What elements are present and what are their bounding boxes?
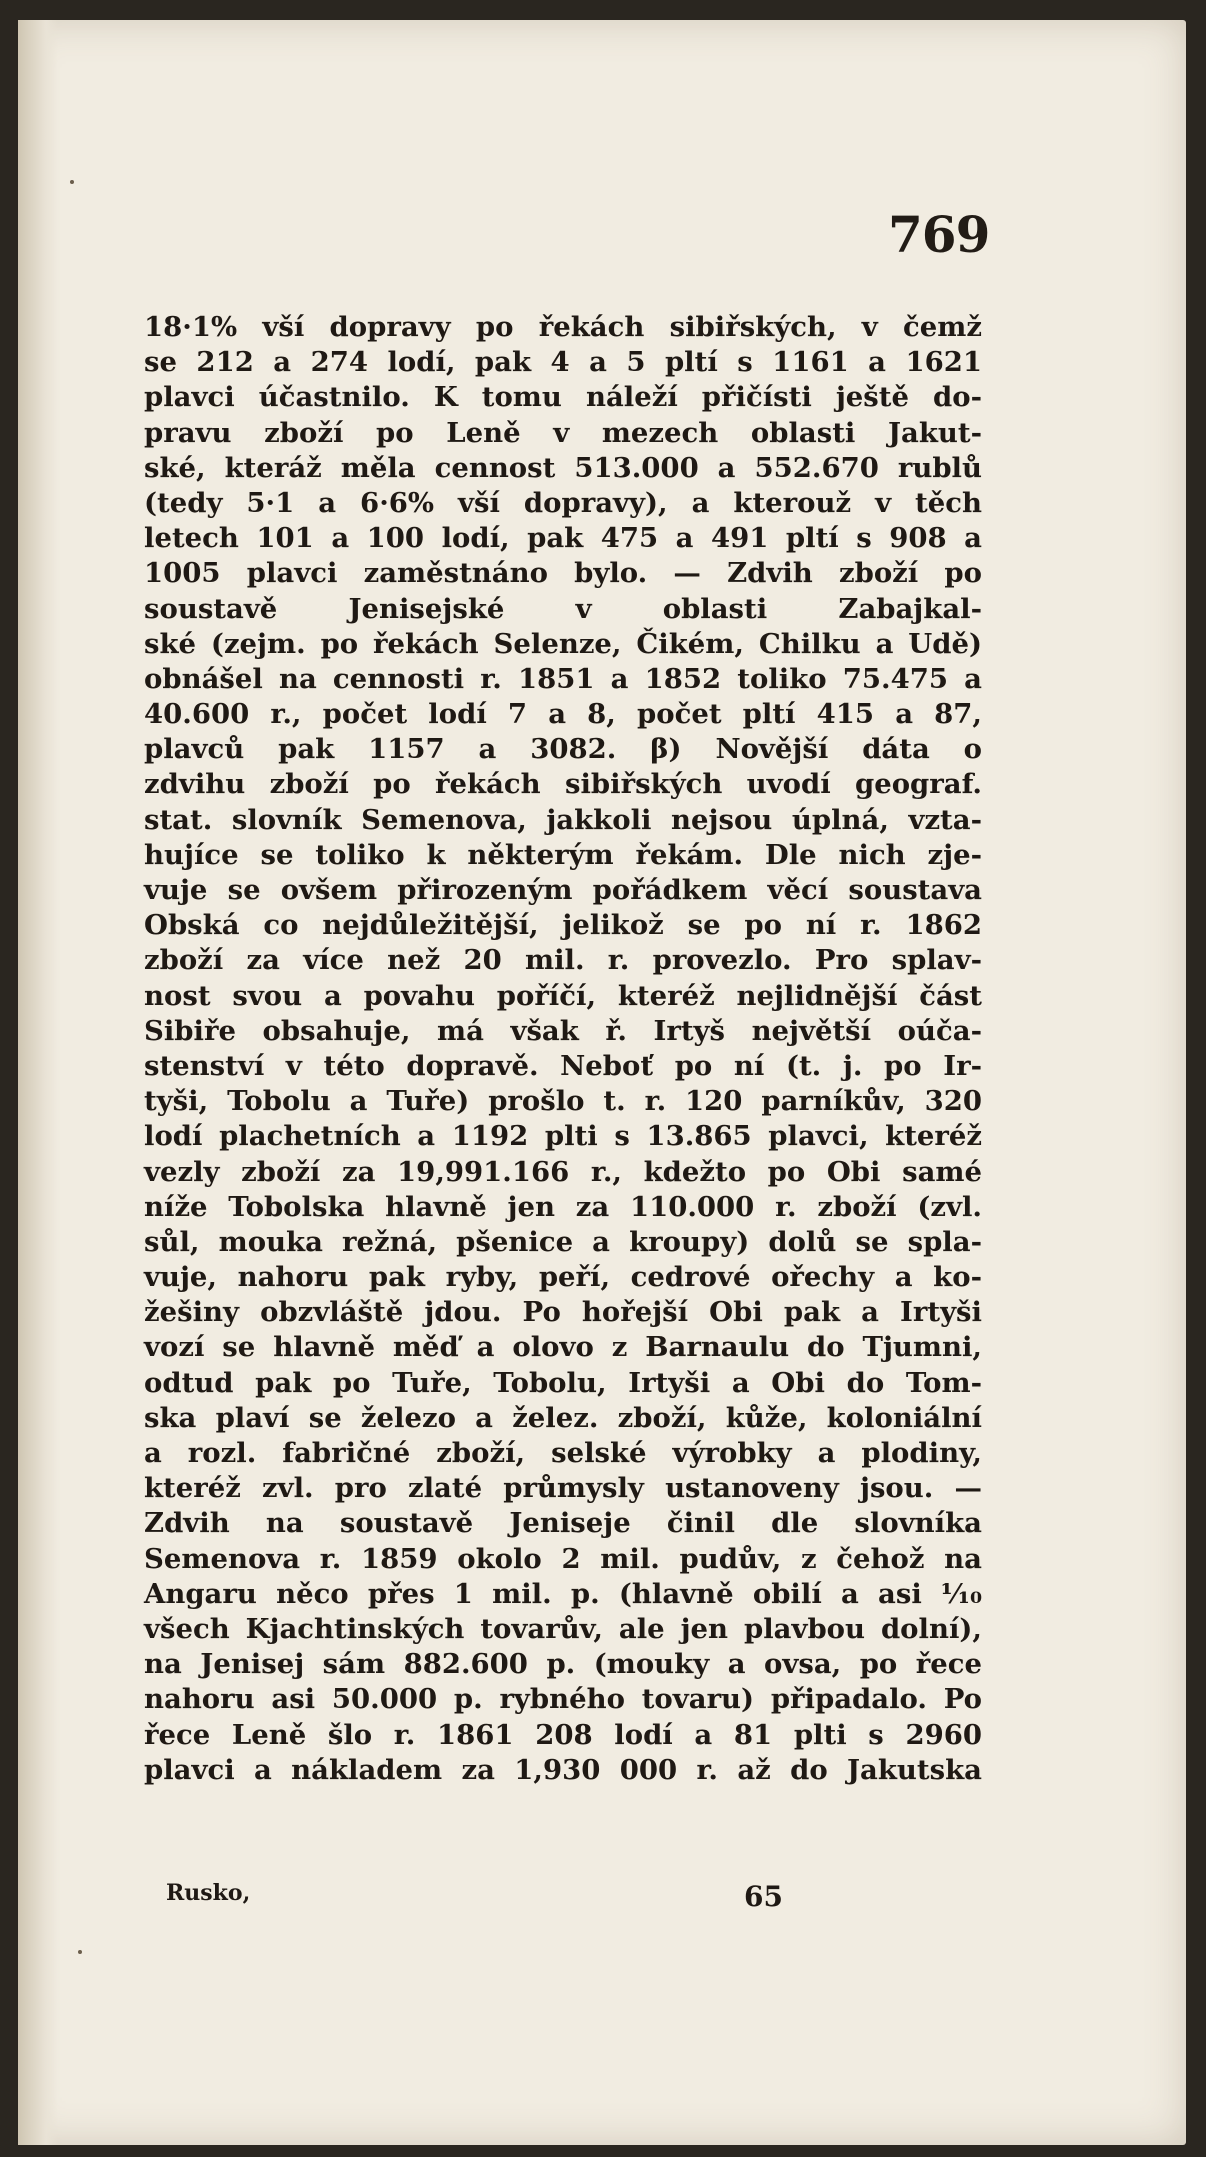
text-line-8: 1005 plavci zaměstnáno bylo. — Zdvih zboží po [144,557,982,590]
text-line-38: všech Kjachtinských tovarův, ale jen plavbou dolní), [144,1612,982,1645]
text-line-12: 40.600 r., počet lodí 7 a 8, počet pltí 415 a 87, [144,698,982,731]
body-text [144,310,982,1788]
text-line-34: kteréž zvl. pro zlaté průmysly ustanoveny jsou. — [144,1472,982,1505]
paper-speck [70,180,74,184]
text-line-31: odtud pak po Tuře, Tobolu, Irtyši a Obi do Tom- [144,1366,982,1399]
text-line-11: obnášel na cennosti r. 1851 a 1852 toliko 75.475 a [144,662,982,695]
paper-speck [78,1950,82,1954]
text-line-35: Zdvih na soustavě Jeniseje činil dle slovníka [144,1507,982,1540]
book-page [18,20,1186,2145]
text-line-27: sůl, mouka režná, pšenice a kroupy) dolů se spla- [144,1225,982,1258]
text-line-21: Sibiře obsahuje, má však ř. Irtyš největší oúča- [144,1014,982,1047]
text-line-23: tyši, Tobolu a Tuře) prošlo t. r. 120 parníkův, 320 [144,1085,982,1118]
text-line-17: vuje se ovšem přirozeným pořádkem věcí soustava [144,874,982,906]
page-spine-shadow [18,20,58,2145]
text-line-37: Angaru něco přes 1 mil. p. (hlavně obilí a asi ⅟₁₀ [144,1577,982,1610]
text-line-16: hujíce se toliko k některým řekám. Dle nich zje- [144,838,982,871]
text-line-42: plavci a nákladem za 1,930 000 r. až do Jakutska [144,1753,982,1786]
text-line-19: zboží za více než 20 mil. r. provezlo. Pro splav- [144,944,982,977]
text-line-41: řece Leně šlo r. 1861 208 lodí a 81 plti s 2960 [144,1718,982,1751]
text-line-2: se 212 a 274 lodí, pak 4 a 5 pltí s 1161 a 1621 [144,346,982,379]
text-line-24: lodí plachetních a 1192 plti s 13.865 plavci, kteréž [144,1120,982,1153]
signature-mark: Rusko, [166,1880,251,1906]
text-line-39: na Jenisej sám 882.600 p. (mouky a ovsa, po řece [144,1648,982,1681]
page-footer [144,1880,982,1920]
text-line-4: pravu zboží po Leně v mezech oblasti Jakut- [144,416,982,449]
text-line-29: žešiny obzvláště jdou. Po hořejší Obi pak a Irtyši [144,1296,982,1329]
text-line-3: plavci účastnilo. K tomu náleží přičísti ještě do- [144,381,982,414]
text-line-10: ské (zejm. po řekách Selenze, Čikém, Chilku a Udě) [144,627,982,660]
text-line-36: Semenova r. 1859 okolo 2 mil. pudův, z čehož na [144,1542,982,1575]
text-line-1: 18·1% vší dopravy po řekách sibiřských, v čemž [144,311,982,343]
text-line-25: vezly zboží za 19,991.166 r., kdežto po Obi samé [144,1155,982,1188]
text-line-22: stenství v této dopravě. Neboť po ní (t. j. po Ir- [144,1049,982,1082]
text-line-15: stat. slovník Semenova, jakkoli nejsou úplná, vzta- [144,803,982,836]
text-line-14: zdvihu zboží po řekách sibiřských uvodí geograf. [144,768,982,801]
text-line-6: (tedy 5·1 a 6·6% vší dopravy), a kterouž v těch [144,486,982,519]
page-number: 769 [888,205,990,264]
text-line-5: ské, kteráž měla cennost 513.000 a 552.670 rublů [144,451,982,484]
text-line-26: níže Tobolska hlavně jen za 110.000 r. zboží (zvl. [144,1190,982,1223]
text-line-28: vuje, nahoru pak ryby, peří, cedrové ořechy a ko- [144,1261,982,1294]
text-line-30: vozí se hlavně měď a olovo z Barnaulu do Tjumni, [144,1331,982,1364]
text-line-13: plavců pak 1157 a 3082. β) Novější dáta o [144,733,982,766]
text-line-20: nost svou a povahu poříčí, kteréž nejlidnější část [144,979,982,1012]
text-line-32: ska plaví se železo a želez. zboží, kůže, koloniální [144,1401,982,1434]
sheet-number: 65 [744,1880,783,1913]
text-line-7: letech 101 a 100 lodí, pak 475 a 491 pltí s 908 a [144,522,982,555]
text-line-33: a rozl. fabričné zboží, selské výrobky a plodiny, [144,1437,982,1469]
text-line-40: nahoru asi 50.000 p. rybného tovaru) připadalo. Po [144,1683,982,1716]
text-line-9: soustavě Jenisejské v oblasti Zabajkal- [144,592,982,625]
text-line-18: Obská co nejdůležitější, jelikož se po ní r. 1862 [144,909,982,942]
